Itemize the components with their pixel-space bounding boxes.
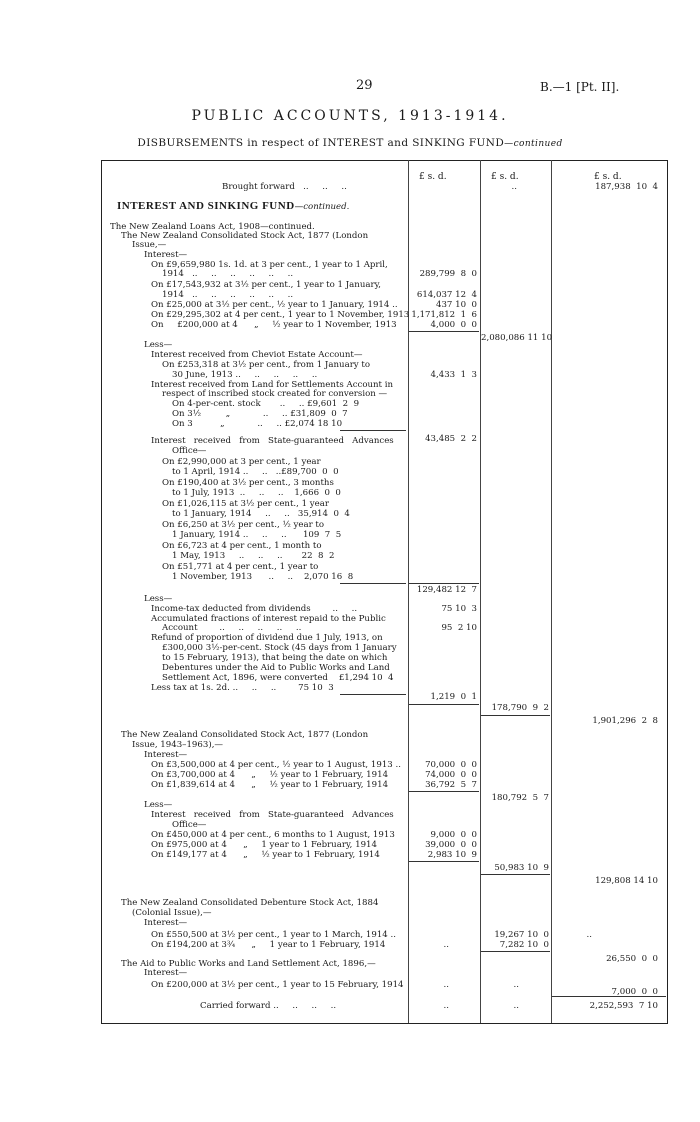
amount-c1: 70,000 0 0 <box>425 760 477 770</box>
amount-c2: 178,790 9 2 <box>491 703 549 713</box>
line-item: On 3 „ .. .. £2,074 18 10 <box>172 419 343 429</box>
amount-c2: .. <box>513 1001 519 1011</box>
act-heading: Issue,— <box>132 240 167 250</box>
line-item: Accumulated fractions of interest repaid to the Public <box>151 614 386 624</box>
act-heading: The New Zealand Consolidated Debenture Stock Act, 1884 <box>121 898 379 908</box>
carried-forward-label: Carried forward .. .. .. .. <box>200 1001 337 1011</box>
subtitle-text: DISBURSEMENTS in respect of INTEREST and SINKING FUND <box>137 137 505 149</box>
line-item: 1914 .. .. .. .. .. .. <box>162 290 294 300</box>
line-item: Settlement Act, 1896, were converted £1,294 10 4 <box>162 673 394 683</box>
subtotal-rule <box>481 951 550 952</box>
column-divider <box>480 160 481 1023</box>
act-heading: (Colonial Issue),— <box>132 908 212 918</box>
line-item: On £1,026,115 at 3½ per cent., 1 year <box>162 499 329 509</box>
amount-c1: 75 10 3 <box>441 604 477 614</box>
line-item: On £3,500,000 at 4 per cent., ½ year to 1 August, 1913 .. <box>151 760 401 770</box>
line-item: On £200,000 at 3½ per cent., 1 year to 15 February, 1914 <box>151 980 404 990</box>
line-item: On £975,000 at 4 „ 1 year to 1 February, 1914 <box>151 840 377 850</box>
line-item: On £149,177 at 4 „ ½ year to 1 February, 1914 <box>151 850 380 860</box>
line-item: £300,000 3½-per-cent. Stock (45 days from 1 January <box>162 643 397 653</box>
amount-c2: 2,080,086 11 10 <box>481 333 553 343</box>
line-item: Interest received from State-guaranteed Advances <box>151 810 394 820</box>
line-item: Interest— <box>144 968 188 978</box>
line-item: Less— <box>144 340 173 350</box>
line-item: Office— <box>172 446 207 456</box>
line-item: On £6,723 at 4 per cent., 1 month to <box>162 541 322 551</box>
line-item: On £51,771 at 4 per cent., 1 year to <box>162 562 319 572</box>
section-title-text: INTEREST AND SINKING FUND <box>117 200 295 212</box>
line-item: 1914 .. .. .. .. .. .. <box>162 269 294 279</box>
amount-c1: 9,000 0 0 <box>430 830 477 840</box>
line-item: On £17,543,932 at 3½ per cent., 1 year to 1 January, <box>151 280 382 290</box>
amount-c1: 74,000 0 0 <box>425 770 477 780</box>
line-item: On 3½ „ .. .. £31,809 0 7 <box>172 409 348 419</box>
act-heading: The New Zealand Consolidated Stock Act, 1877 (London <box>121 730 369 740</box>
amount-c2: 50,983 10 9 <box>494 863 549 873</box>
amount-c2: 19,267 10 0 <box>494 930 549 940</box>
amount-c1: .. <box>443 940 449 950</box>
subtotal-rule <box>409 791 479 792</box>
amount-c2: 7,282 10 0 <box>499 940 549 950</box>
amount-c1: .. <box>443 1001 449 1011</box>
line-item: Interest— <box>144 918 188 928</box>
subtotal-rule <box>409 861 479 862</box>
line-item: On £190,400 at 3½ per cent., 3 months <box>162 478 334 488</box>
subtotal-rule <box>409 583 479 584</box>
line-item: 1 January, 1914 .. .. .. 109 7 5 <box>172 530 342 540</box>
section-title <box>117 201 349 212</box>
subtotal-rule <box>481 715 550 716</box>
column-header-1: £ s. d. <box>419 172 447 182</box>
brought-forward-c3: 187,938 10 4 <box>595 182 658 192</box>
line-item: respect of inscribed stock created for conversion — <box>162 389 388 399</box>
subtotal-rule <box>340 430 406 431</box>
column-divider <box>551 160 552 1023</box>
line-item: Income-tax deducted from dividends .. .. <box>151 604 358 614</box>
brought-forward-label: Brought forward .. .. .. <box>222 182 347 192</box>
amount-c2: 180,792 5 7 <box>491 793 549 803</box>
line-item: On £253,318 at 3½ per cent., from 1 January to <box>162 360 371 370</box>
line-item: On £3,700,000 at 4 „ ½ year to 1 February, 1914 <box>151 770 389 780</box>
total-rule <box>552 996 666 997</box>
amount-c1: .. <box>443 980 449 990</box>
amount-c1: 289,799 8 0 <box>419 269 477 279</box>
line-item: Interest received from Land for Settlements Account in <box>151 380 394 390</box>
amount-c1: 1,171,812 1 6 <box>411 310 477 320</box>
amount-c3: 129,808 14 10 <box>595 876 658 886</box>
line-item: On £550,500 at 3½ per cent., 1 year to 1 March, 1914 .. <box>151 930 396 940</box>
page-number: 29 <box>356 78 373 93</box>
line-item: to 1 January, 1914 .. .. 35,914 0 4 <box>172 509 350 519</box>
line-item: Interest— <box>144 250 188 260</box>
line-item: On £2,990,000 at 3 per cent., 1 year <box>162 457 321 467</box>
line-item: On 4-per-cent. stock .. .. £9,601 2 9 <box>172 399 360 409</box>
section-title-cont: —continued. <box>294 202 350 212</box>
column-header-2: £ s. d. <box>491 172 519 182</box>
line-item: On £29,295,302 at 4 per cent., 1 year to 1 November, 1913 <box>151 310 410 320</box>
amount-c3: 1,901,296 2 8 <box>592 716 658 726</box>
line-item: Interest received from State-guaranteed Advances <box>151 436 394 446</box>
line-item: Interest— <box>144 750 188 760</box>
amount-c3: 7,000 0 0 <box>611 987 658 997</box>
line-item: Less tax at 1s. 2d. .. .. .. 75 10 3 <box>151 683 334 693</box>
line-item: to 1 April, 1914 .. .. ..£89,700 0 0 <box>172 467 339 477</box>
line-item: 1 November, 1913 .. .. 2,070 16 8 <box>172 572 354 582</box>
subtotal-rule <box>409 704 479 705</box>
line-item: 30 June, 1913 .. .. .. .. .. <box>172 370 318 380</box>
amount-c1: 437 10 0 <box>435 300 477 310</box>
line-item: Less— <box>144 594 173 604</box>
subtitle-continued: —continued <box>504 139 563 149</box>
line-item: Debentures under the Aid to Public Works and Land <box>162 663 390 673</box>
line-item: 1 May, 1913 .. .. .. 22 8 2 <box>172 551 335 561</box>
line-item: On £450,000 at 4 per cent., 6 months to 1 August, 1913 <box>151 830 395 840</box>
subtotal-rule <box>340 694 406 695</box>
line-item: On £6,250 at 3½ per cent., ½ year to <box>162 520 325 530</box>
act-heading: The New Zealand Loans Act, 1908—continued. <box>110 222 315 232</box>
subtotal-rule <box>340 583 406 584</box>
amount-c1: 95 2 10 <box>441 623 477 633</box>
line-item: Account .. .. .. .. .. <box>162 623 302 633</box>
act-heading: Issue, 1943–1963),— <box>132 740 224 750</box>
line-item: On £200,000 at 4 „ ½ year to 1 November, 1913 <box>151 320 397 330</box>
act-heading: The New Zealand Consolidated Stock Act, 1877 (London <box>121 231 369 241</box>
amount-c2: .. <box>513 980 519 990</box>
page-subtitle <box>0 137 700 149</box>
line-item: On £9,659,980 1s. 1d. at 3 per cent., 1 year to 1 April, <box>151 260 388 270</box>
line-item: Interest received from Cheviot Estate Account— <box>151 350 363 360</box>
brought-forward-c2: .. <box>511 182 517 192</box>
line-item: Refund of proportion of dividend due 1 July, 1913, on <box>151 633 383 643</box>
amount-c1: 614,037 12 4 <box>416 290 477 300</box>
amount-c1: 2,983 10 9 <box>427 850 477 860</box>
line-item: to 15 February, 1913), that being the date on which <box>162 653 388 663</box>
line-item: Less— <box>144 800 173 810</box>
subtotal-rule <box>409 331 479 332</box>
amount-c1: 1,219 0 1 <box>430 692 477 702</box>
amount-c3: .. <box>586 930 592 940</box>
amount-c1: 4,000 0 0 <box>430 320 477 330</box>
column-header-3: £ s. d. <box>594 172 622 182</box>
line-item: On £25,000 at 3½ per cent., ½ year to 1 January, 1914 .. <box>151 300 398 310</box>
amount-c3: 26,550 0 0 <box>606 954 658 964</box>
amount-c1: 4,433 1 3 <box>430 370 477 380</box>
subtotal-rule <box>481 874 550 875</box>
line-item: to 1 July, 1913 .. .. .. 1,666 0 0 <box>172 488 341 498</box>
amount-c1: 36,792 5 7 <box>425 780 477 790</box>
page-title: PUBLIC ACCOUNTS, 1913-1914. <box>191 108 509 124</box>
act-heading: The Aid to Public Works and Land Settlement Act, 1896,— <box>121 959 376 969</box>
carried-forward-total: 2,252,593 7 10 <box>589 1001 658 1011</box>
report-reference: B.—1 [Pt. II]. <box>540 80 620 94</box>
line-item: Office— <box>172 820 207 830</box>
amount-c1: 43,485 2 2 <box>425 434 477 444</box>
line-item: On £1,839,614 at 4 „ ½ year to 1 February, 1914 <box>151 780 389 790</box>
amount-c1: 129,482 12 7 <box>416 585 477 595</box>
amount-c1: 39,000 0 0 <box>425 840 477 850</box>
line-item: On £194,200 at 3¾ „ 1 year to 1 February, 1914 <box>151 940 386 950</box>
